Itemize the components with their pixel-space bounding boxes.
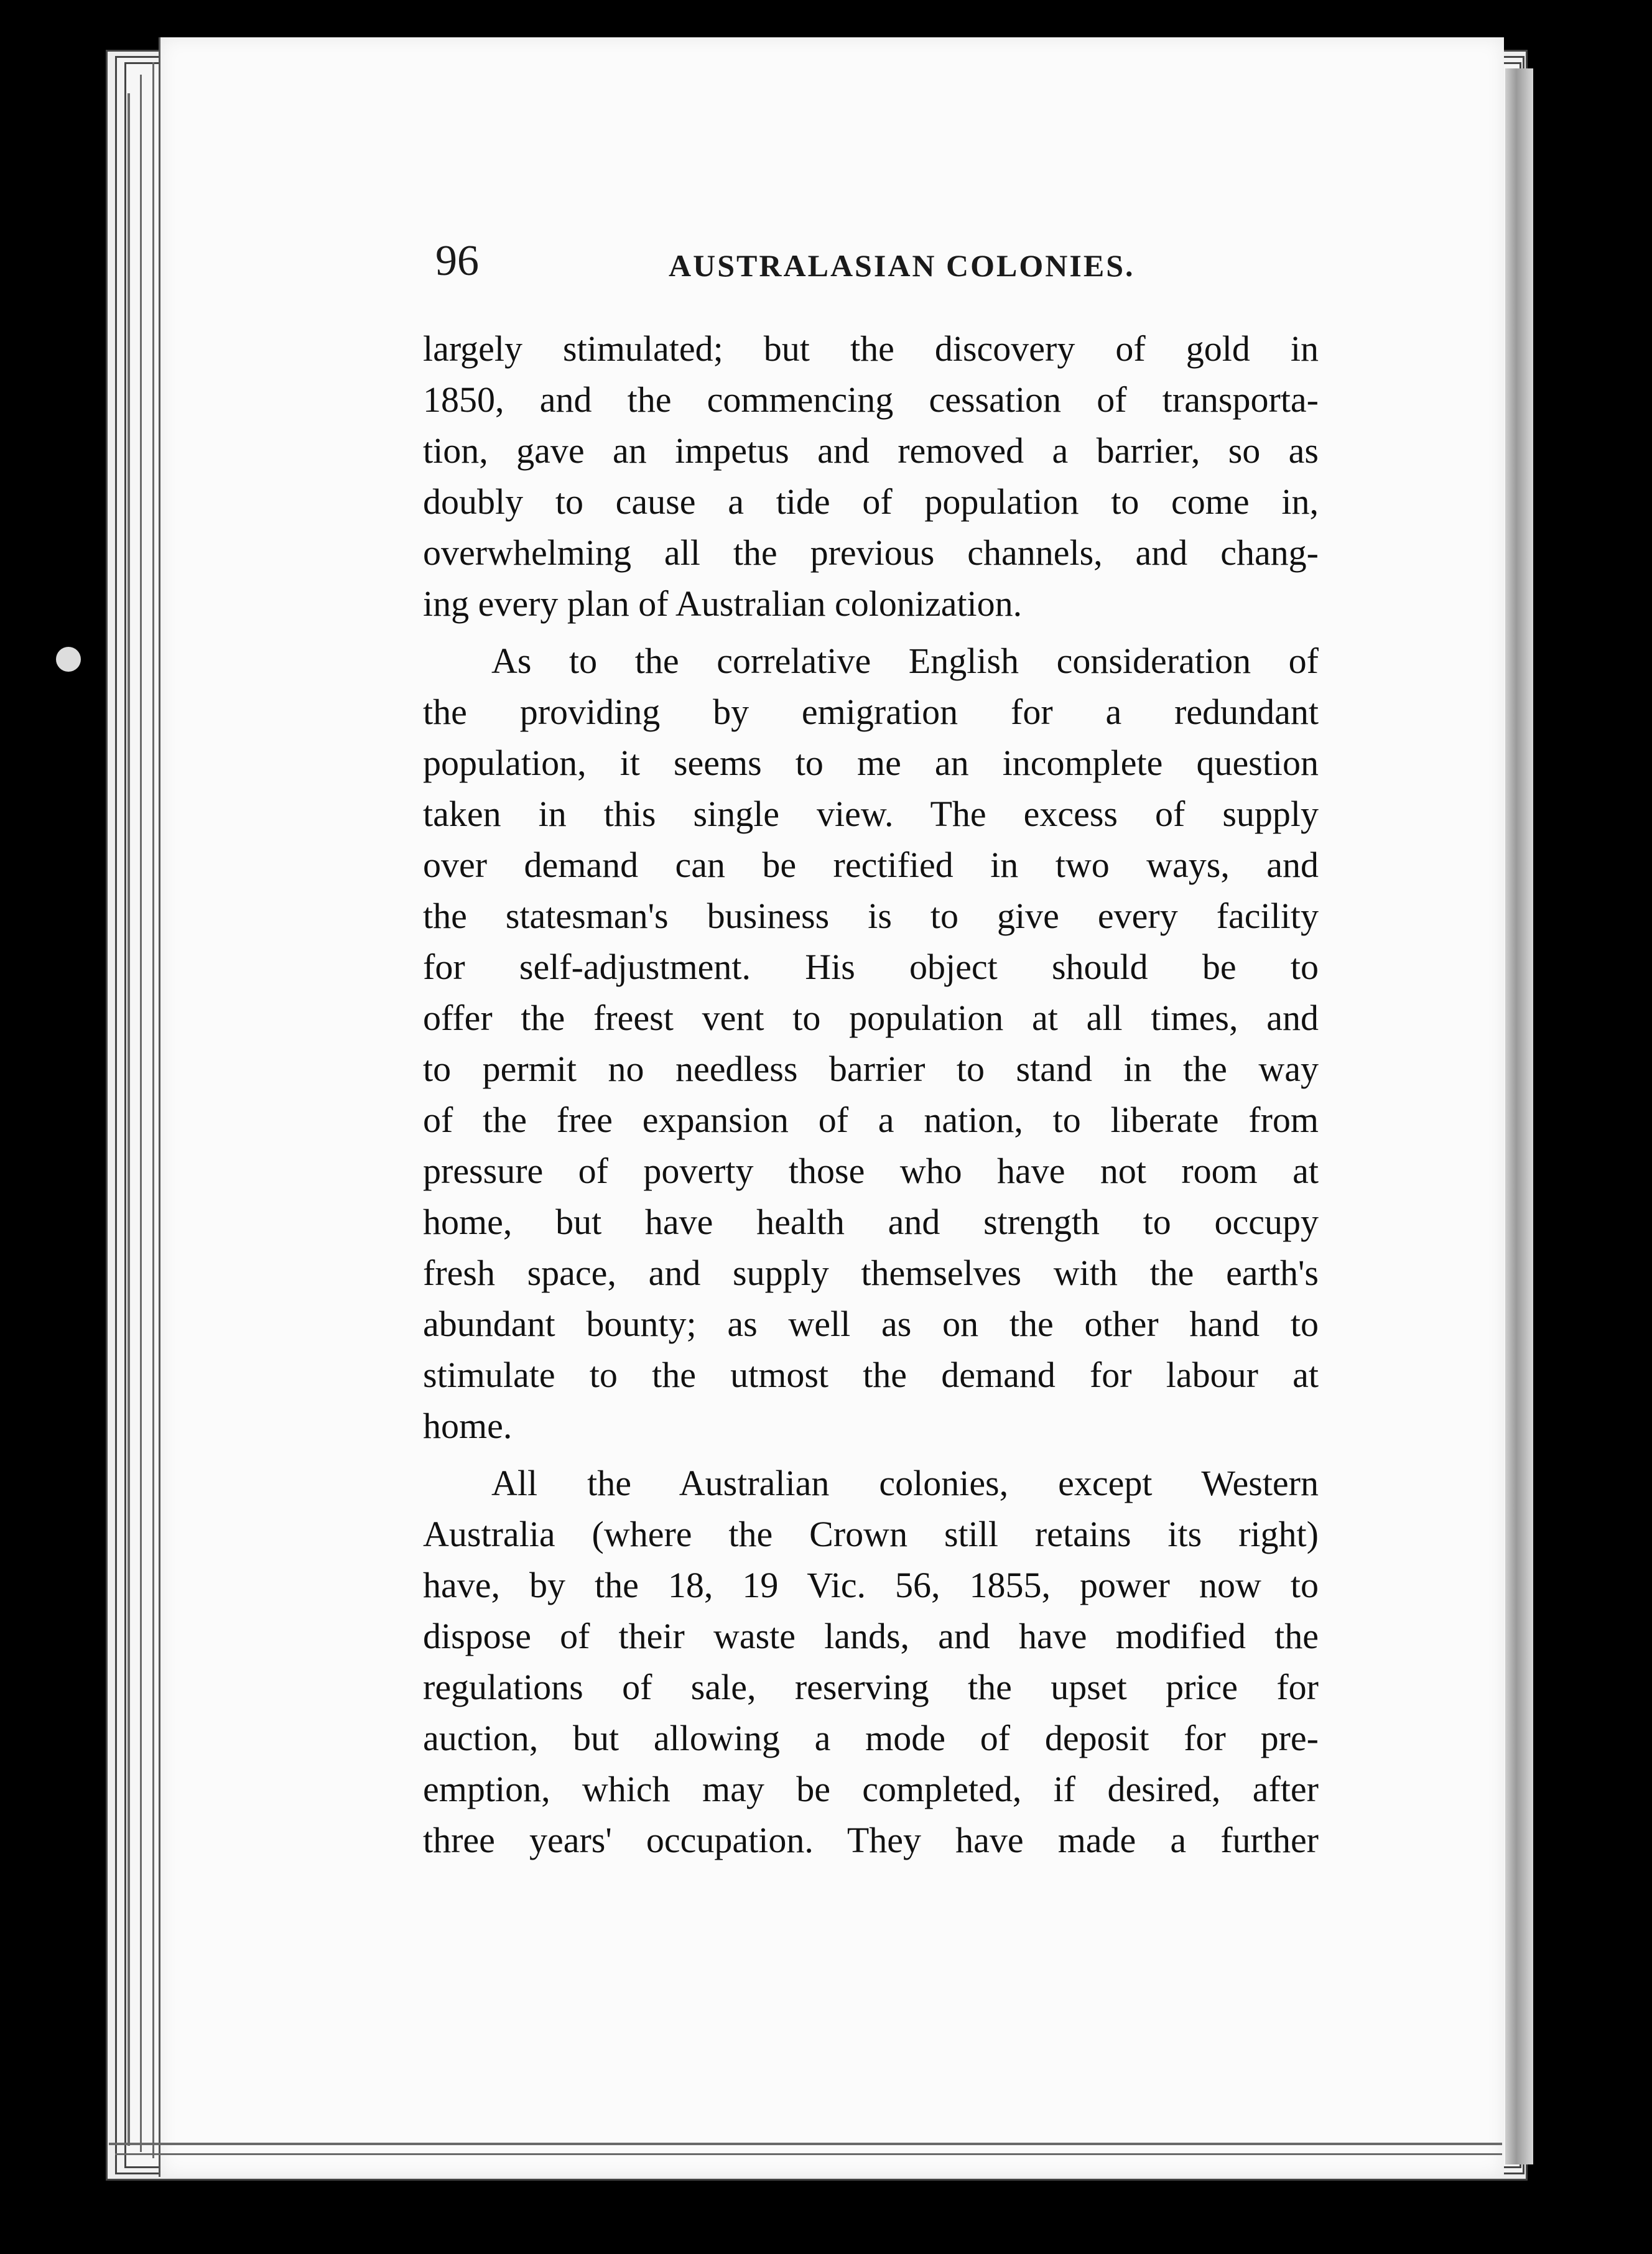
text-line: Australia (where the Crown still retains its right) (423, 1514, 1319, 1554)
text-line: over demand can be rectified in two ways, and (423, 845, 1319, 885)
text-line: As to the correlative English consideration of (491, 641, 1319, 681)
body-text (423, 323, 1319, 1866)
page-edge-line (140, 75, 142, 2152)
text-line: of the free expansion of a nation, to liberate from (423, 1100, 1319, 1140)
text-line: All the Australian colonies, except Western (491, 1463, 1319, 1503)
text-line: home, but have health and strength to occupy (423, 1202, 1319, 1242)
text-line: population, it seems to me an incomplete question (423, 743, 1319, 783)
text-line: to permit no needless barrier to stand in the way (423, 1049, 1319, 1089)
text-line: overwhelming all the previous channels, and chang- (423, 532, 1319, 573)
text-line: for self-adjustment. His object should be to (423, 947, 1319, 987)
page-bottom-edge (115, 2153, 1502, 2155)
text-line: abundant bounty; as well as on the other hand to (423, 1304, 1319, 1344)
text-line: offer the freest vent to population at all times, and (423, 998, 1319, 1038)
text-line: the statesman's business is to give every facility (423, 896, 1319, 936)
text-line: tion, gave an impetus and removed a barrier, so as (423, 430, 1319, 471)
text-line: have, by the 18, 19 Vic. 56, 1855, power now to (423, 1565, 1319, 1605)
running-title: AUSTRALASIAN COLONIES. (669, 248, 1135, 283)
text-line: three years' occupation. They have made a further (423, 1820, 1319, 1860)
page-edge-line (128, 93, 130, 2146)
text-line: dispose of their waste lands, and have modified the (423, 1616, 1319, 1656)
text-line: regulations of sale, reserving the upset price for (423, 1667, 1319, 1707)
paragraph (423, 636, 1319, 1452)
text-line: taken in this single view. The excess of supply (423, 794, 1319, 834)
text-line: home. (423, 1406, 513, 1446)
paragraph (423, 323, 1319, 629)
text-line: 1850, and the commencing cessation of transporta- (423, 379, 1319, 420)
text-line: ing every plan of Australian colonization. (423, 583, 1023, 624)
text-line: doubly to cause a tide of population to come in, (423, 481, 1319, 522)
text-line: fresh space, and supply themselves with the earth's (423, 1253, 1319, 1293)
text-line: auction, but allowing a mode of deposit for pre- (423, 1718, 1319, 1758)
page-number: 96 (435, 237, 479, 285)
scan-speck (56, 647, 81, 672)
text-line: the providing by emigration for a redundant (423, 692, 1319, 732)
text-line: pressure of poverty those who have not room at (423, 1151, 1319, 1191)
page-edge-line (152, 62, 154, 2158)
paragraph (423, 1458, 1319, 1866)
page-gutter-fold (1505, 68, 1533, 2164)
text-line: stimulate to the utmost the demand for labour at (423, 1355, 1319, 1395)
page-bottom-edge (109, 2143, 1502, 2145)
text-line: emption, which may be completed, if desired, after (423, 1769, 1319, 1809)
text-line: largely stimulated; but the discovery of gold in (423, 328, 1319, 369)
page-header (435, 236, 1300, 299)
